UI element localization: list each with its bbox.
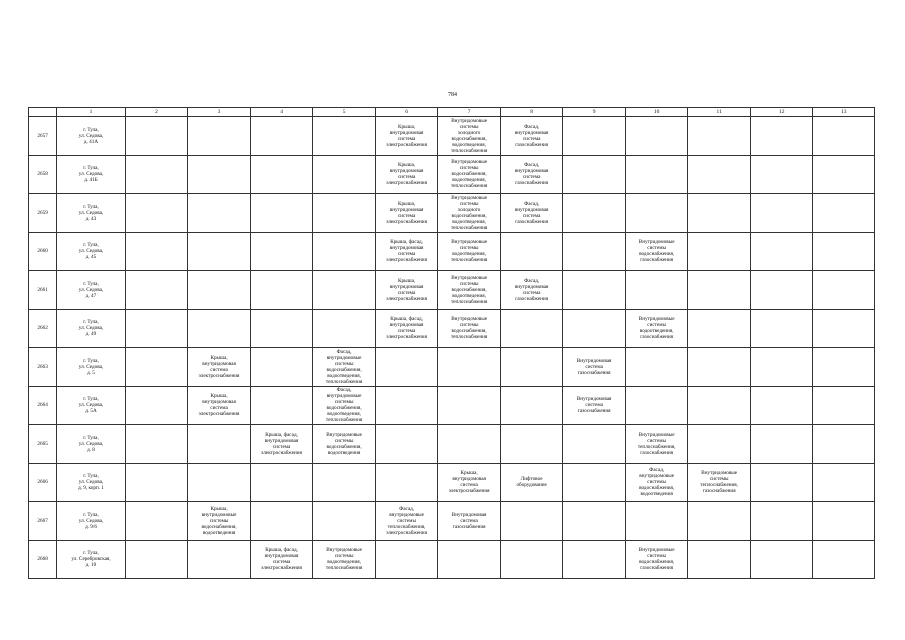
work-cell: Внутридомовые системы водоснабжения, газоснабжения [625,232,688,271]
work-cell [500,309,563,348]
work-cell [188,117,251,156]
work-cell [563,425,626,464]
work-cell: Крыша, внутридомовая система электроснабжения [188,348,251,387]
row-number: 2665 [29,425,57,464]
work-cell: Внутридомовая система газоснабжения [563,386,626,425]
work-cell [750,271,813,310]
address-cell: г. Тула, ул. Седова, д. 9, корп. 1 [57,463,126,502]
work-cell [313,502,376,541]
table-row [29,540,875,579]
work-cell [125,348,188,387]
register-table [28,107,875,579]
work-cell [313,309,376,348]
work-cell [500,348,563,387]
work-cell: Внутридомовые системы водоснабжения, водоотведения [313,425,376,464]
work-cell: Фасад, внутридомовая система газоснабжения [500,117,563,156]
work-cell: Фасад, внутридомовая система газоснабжения [500,194,563,233]
column-header: 7 [438,108,501,117]
work-cell [188,155,251,194]
work-cell [375,386,438,425]
work-cell [625,386,688,425]
row-number: 2659 [29,194,57,233]
work-cell [625,194,688,233]
column-header-blank [29,108,57,117]
work-cell: Внутридомовые системы холодного водоснабжения, водоотведения, теплоснабжения [438,117,501,156]
work-cell: Внутридомовые системы водоотведения, теплоснабжения [313,540,376,579]
work-cell [813,271,875,310]
row-number: 2668 [29,540,57,579]
work-cell [125,386,188,425]
work-cell [563,117,626,156]
work-cell [125,117,188,156]
work-cell: Внутридомовые системы холодного водоснабжения, водоотведения, теплоснабжения [438,194,501,233]
work-cell: Крыша, внутридомовая система электроснабжения [375,117,438,156]
work-cell [188,463,251,502]
work-cell [813,540,875,579]
column-header: 9 [563,108,626,117]
work-cell [813,194,875,233]
work-cell [125,540,188,579]
work-cell [813,309,875,348]
row-number: 2663 [29,348,57,387]
work-cell [188,540,251,579]
work-cell [125,425,188,464]
work-cell [750,117,813,156]
address-cell: г. Тула, ул. Седова, д. 5 [57,348,126,387]
table-row [29,155,875,194]
work-cell [500,232,563,271]
work-cell: Крыша, фасад, внутридомовая система электроснабжения [250,425,313,464]
work-cell [125,271,188,310]
work-cell [500,386,563,425]
work-cell [688,425,751,464]
work-cell [750,232,813,271]
work-cell [125,155,188,194]
work-cell [313,463,376,502]
address-cell: г. Тула, ул. Седова, д. 8 [57,425,126,464]
work-cell [375,348,438,387]
work-cell [250,232,313,271]
address-cell: г. Тула, ул. Седова, д. 9/6 [57,502,126,541]
work-cell [563,194,626,233]
column-header: 4 [250,108,313,117]
work-cell [250,309,313,348]
work-cell [688,386,751,425]
work-cell [438,348,501,387]
work-cell: Внутридомовая система газоснабжения [438,502,501,541]
row-number: 2666 [29,463,57,502]
work-cell [313,194,376,233]
work-cell [313,117,376,156]
work-cell: Крыша, внутридомовая система электроснабжения [375,194,438,233]
work-cell: Фасад, внутридомовые системы теплоснабжения, электроснабжения [375,502,438,541]
work-cell [688,232,751,271]
work-cell [313,155,376,194]
work-cell [750,463,813,502]
work-cell [563,502,626,541]
work-cell [813,155,875,194]
work-cell [813,232,875,271]
work-cell [563,271,626,310]
work-cell: Внутридомовые системы водоснабжения, водоотведения, теплоснабжения [438,155,501,194]
work-cell [563,232,626,271]
column-header: 2 [125,108,188,117]
work-cell: Внутридомовые системы теплоснабжения, газоснабжения [625,425,688,464]
row-number: 2667 [29,502,57,541]
work-cell: Крыша, внутридомовая система электроснабжения [375,155,438,194]
work-cell [188,194,251,233]
work-cell: Крыша, внутридомовые системы водоснабжения, водоотведения [188,502,251,541]
work-cell [438,540,501,579]
work-cell [813,502,875,541]
work-cell [688,194,751,233]
work-cell [563,155,626,194]
work-cell [750,348,813,387]
work-cell [375,463,438,502]
work-cell [250,117,313,156]
work-cell [438,425,501,464]
work-cell [750,502,813,541]
table-row [29,463,875,502]
row-number: 2661 [29,271,57,310]
column-header: 13 [813,108,875,117]
table-row [29,271,875,310]
row-number: 2662 [29,309,57,348]
address-cell: г. Тула, ул. Седова, д. 5А [57,386,126,425]
address-cell: г. Тула, ул. Седова, д. 43 [57,194,126,233]
work-cell [688,348,751,387]
work-cell [813,386,875,425]
work-cell [813,348,875,387]
work-cell [250,155,313,194]
work-cell [500,540,563,579]
work-cell [250,271,313,310]
column-header: 8 [500,108,563,117]
work-cell: Внутридомовые системы водоснабжения, газоснабжения [625,540,688,579]
work-cell [250,386,313,425]
work-cell [188,309,251,348]
work-cell [750,309,813,348]
address-cell: г. Тула, ул. Седова, д. 41Б [57,155,126,194]
work-cell [375,425,438,464]
table-row [29,386,875,425]
work-cell [625,155,688,194]
row-number: 2664 [29,386,57,425]
work-cell [313,271,376,310]
table-row [29,348,875,387]
work-cell [813,425,875,464]
column-header: 5 [313,108,376,117]
work-cell [563,463,626,502]
work-cell [250,348,313,387]
work-cell [750,540,813,579]
work-cell: Крыша, фасад, внутридомовая система электроснабжения [250,540,313,579]
work-cell [625,502,688,541]
work-cell: Внутридомовая система газоснабжения [563,348,626,387]
work-cell [375,540,438,579]
work-cell: Крыша, внутридомовая система электроснабжения [438,463,501,502]
work-cell [188,271,251,310]
column-header: 12 [750,108,813,117]
work-cell [313,232,376,271]
table-row [29,502,875,541]
work-cell [125,463,188,502]
table-row [29,117,875,156]
work-cell [688,309,751,348]
work-cell [688,540,751,579]
column-header-row [29,108,875,117]
work-cell: Внутридомовые системы теплоснабжения, газоснабжения [688,463,751,502]
work-cell [750,155,813,194]
work-cell [563,540,626,579]
table-row [29,425,875,464]
work-cell: Внутридомовые системы водоотведения, газоснабжения [625,309,688,348]
work-cell [563,309,626,348]
work-cell [625,117,688,156]
work-cell [688,155,751,194]
work-cell [188,232,251,271]
work-cell [750,194,813,233]
work-cell [250,194,313,233]
work-cell [125,232,188,271]
work-cell [188,425,251,464]
work-cell: Фасад, внутридомовые системы водоснабжения, водоотведения, теплоснабжения [313,348,376,387]
work-cell [250,502,313,541]
page-number: 784 [448,92,457,98]
work-cell [500,502,563,541]
work-cell [125,309,188,348]
work-cell [688,271,751,310]
address-cell: г. Тула, ул. Седова, д. 41А [57,117,126,156]
work-cell [750,386,813,425]
address-cell: г. Тула, ул. Седова, д. 49 [57,309,126,348]
work-cell [688,117,751,156]
work-cell: Фасад, внутридомовые системы водоснабжения, водоотведения [625,463,688,502]
work-cell [688,502,751,541]
work-cell [438,386,501,425]
address-cell: г. Тула, ул. Седова, д. 47 [57,271,126,310]
work-cell [625,348,688,387]
address-cell: г. Тула, ул. Серебровская, д. 10 [57,540,126,579]
work-cell [625,271,688,310]
work-cell: Внутридомовые системы водоснабжения, теплоснабжения [438,309,501,348]
work-cell: Внутридомовые системы водоснабжения, водоотведения, теплоснабжения [438,271,501,310]
column-header: 3 [188,108,251,117]
work-cell: Крыша, внутридомовая система электроснабжения [375,271,438,310]
row-number: 2657 [29,117,57,156]
work-cell: Фасад, внутридомовые системы водоснабжения, водоотведения, теплоснабжения [313,386,376,425]
work-cell [813,463,875,502]
address-cell: г. Тула, ул. Седова, д. 45 [57,232,126,271]
row-number: 2660 [29,232,57,271]
table-row [29,194,875,233]
work-cell: Крыша, внутридомовая система электроснабжения [188,386,251,425]
table-row [29,309,875,348]
row-number: 2658 [29,155,57,194]
column-header: 10 [625,108,688,117]
work-cell [125,194,188,233]
work-cell: Крыша, фасад, внутридомовая система электроснабжения [375,232,438,271]
work-cell: Внутридомовые системы водоотведения, теплоснабжения [438,232,501,271]
work-cell [125,502,188,541]
work-cell [813,117,875,156]
work-cell: Лифтовое оборудование [500,463,563,502]
table-row [29,232,875,271]
work-cell [750,425,813,464]
work-cell [500,425,563,464]
column-header: 1 [57,108,126,117]
work-cell [250,463,313,502]
column-header: 11 [688,108,751,117]
work-cell: Крыша, фасад, внутридомовая система электроснабжения [375,309,438,348]
column-header: 6 [375,108,438,117]
work-cell: Фасад, внутридомовая система газоснабжения [500,271,563,310]
work-cell: Фасад, внутридомовая система газоснабжения [500,155,563,194]
